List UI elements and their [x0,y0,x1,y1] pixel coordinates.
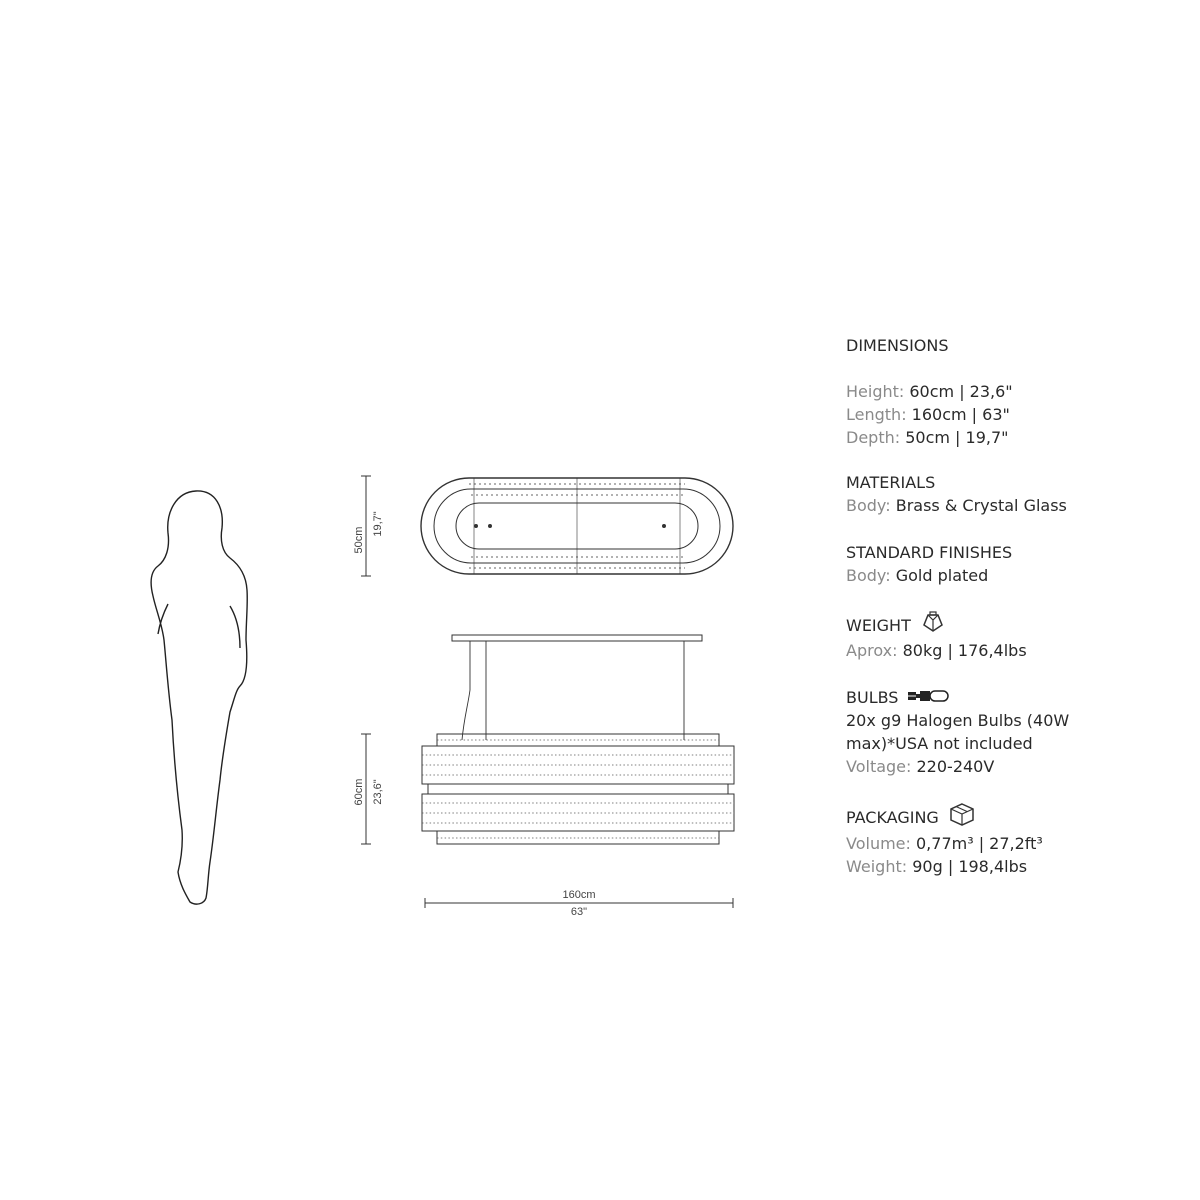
height-value: 60cm | 23,6" [909,382,1013,401]
length-label: Length: [846,405,907,424]
dimensions-title: DIMENSIONS [846,336,949,355]
finishes-body-label: Body: [846,566,891,585]
volume-value: 0,77m³ | 27,2ft³ [910,834,1043,853]
depth-row [846,426,1176,449]
box-icon [949,802,975,832]
crystal-rods [422,740,734,838]
weight-title: WEIGHT [846,615,911,635]
depth-value: 50cm | 19,7" [905,428,1009,447]
volume-label: Volume: [846,834,911,853]
height-label: Height: [846,382,905,401]
section-bulbs [846,686,1176,778]
voltage-label: Voltage: [846,757,912,776]
crystal-band [428,784,728,794]
section-weight [846,611,1176,662]
section-dimensions [846,334,1176,449]
materials-body-value: Brass & Crystal Glass [895,496,1067,515]
ceiling-canopy [452,635,702,641]
dimension-lines [361,476,733,908]
packaging-title: PACKAGING [846,807,939,827]
finishes-body-value: Gold plated [895,566,989,585]
materials-body-label: Body: [846,496,891,515]
top-height-cm: 50cm [353,526,365,554]
crystal-tier-bottom [437,831,719,844]
side-view [422,635,734,844]
side-height-in: 23,6" [372,779,384,805]
finishes-title: STANDARD FINISHES [846,543,1013,562]
weight-icon [921,611,945,639]
depth-label: Depth: [846,428,901,447]
length-value: 160cm | 63" [911,405,1010,424]
spec-panel [846,334,1176,902]
human-silhouette [151,491,247,904]
top-height-in: 19,7" [372,511,384,537]
bulbs-title: BULBS [846,688,899,707]
side-height-cm: 60cm [353,778,365,806]
top-view [421,478,733,574]
bulbs-line1: 20x g9 Halogen Bulbs (40W [846,711,1070,730]
section-materials [846,471,1176,517]
weight-value: 80kg | 176,4lbs [902,641,1027,660]
bulbs-line2: max)*USA not included [846,734,1033,753]
crystal-tier-low [422,794,734,831]
bulb-icon [908,686,950,709]
width-in: 63" [570,906,588,918]
package-weight-value: 90g | 198,4lbs [912,857,1028,876]
section-packaging [846,802,1176,878]
materials-title: MATERIALS [846,473,936,492]
weight-label: Aprox: [846,641,898,660]
package-weight-label: Weight: [846,857,908,876]
section-finishes [846,541,1176,587]
height-row [846,380,1176,403]
length-row [846,403,1176,426]
suspension-cables [462,641,684,740]
voltage-value: 220-240V [916,757,995,776]
width-cm: 160cm [562,889,596,901]
